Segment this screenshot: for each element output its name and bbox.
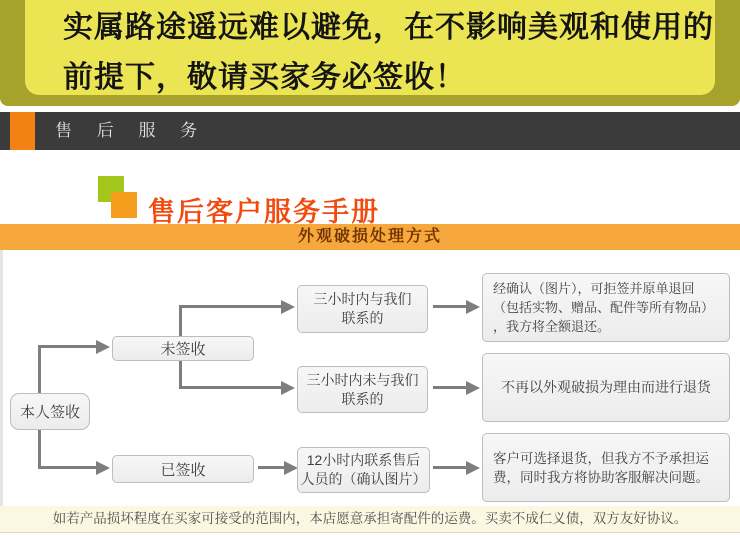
arrow-right-icon — [284, 461, 298, 475]
footer-note: 如若产品损坏程度在买家可接受的范围内，本店愿意承担寄配件的运费。买卖不成仁义债，双方友好协议。 — [0, 506, 740, 533]
damage-handling-flowchart — [0, 250, 740, 506]
left-edge — [0, 250, 3, 506]
connector-line — [38, 466, 96, 469]
node-no-contact-within-3h: 三小时内未与我们 联系的 — [297, 366, 428, 413]
banner-text-line2: 前提下，敬请买家务必签收！ — [63, 60, 466, 95]
node-contact-within-3h: 三小时内与我们 联系的 — [297, 285, 428, 333]
connector-line — [433, 466, 466, 469]
arrow-right-icon — [466, 300, 480, 314]
connector-line — [38, 430, 41, 468]
node-contact-within-12h: 12小时内联系售后 人员的（确认图片） — [297, 447, 430, 493]
node-result-refuse-refund: 经确认（图片），可拒签并原单退回 （包括实物、赠品、配件等所有物品） ，我方将全额退还。 — [482, 273, 730, 342]
arrow-right-icon — [281, 381, 295, 395]
manual-title-row — [0, 150, 740, 227]
subsection-bar: 外观破损处理方式 — [0, 224, 740, 250]
manual-title: 售后客户服务手册 — [148, 197, 380, 227]
orange-square-icon — [10, 112, 35, 150]
notice-banner — [0, 0, 740, 106]
section-header-bar — [0, 112, 740, 150]
arrow-right-icon — [466, 381, 480, 395]
section-title: 售 后 服 务 — [55, 121, 208, 140]
notice-banner-panel — [25, 0, 715, 95]
node-self-sign: 本人签收 — [10, 393, 90, 430]
connector-line — [179, 386, 281, 389]
connector-line — [179, 361, 182, 389]
arrow-right-icon — [281, 300, 295, 314]
arrow-right-icon — [96, 461, 110, 475]
connector-line — [179, 305, 281, 308]
connector-line — [258, 466, 284, 469]
node-result-no-return: 不再以外观破损为理由而进行退货 — [482, 353, 730, 422]
orange-square-icon — [111, 192, 137, 218]
node-result-return-own-freight: 客户可选择退货，但我方不予承担运 费，同时我方将协助客服解决问题。 — [482, 433, 730, 502]
arrow-right-icon — [96, 340, 110, 354]
connector-line — [38, 346, 41, 393]
node-unsigned: 未签收 — [112, 336, 254, 361]
arrow-right-icon — [466, 461, 480, 475]
connector-line — [179, 305, 182, 336]
banner-text-line1: 实属路途遥远难以避免，在不影响美观和使用的 — [63, 10, 714, 45]
connector-line — [433, 305, 466, 308]
node-signed: 已签收 — [112, 455, 254, 483]
bottom-margin — [0, 533, 740, 542]
connector-line — [433, 386, 466, 389]
connector-line — [38, 345, 96, 348]
